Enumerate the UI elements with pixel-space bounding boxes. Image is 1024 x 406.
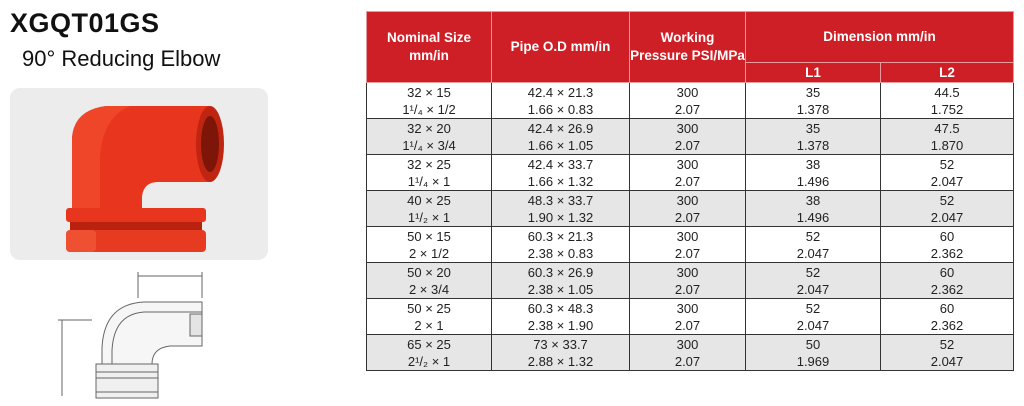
cell-l1: 1.378 — [746, 101, 881, 119]
table-row — [367, 317, 1014, 335]
table-row — [367, 209, 1014, 227]
header-dimension: Dimension mm/in — [746, 12, 1014, 63]
cell-pipe-od: 2.88 × 1.32 — [492, 353, 630, 371]
cell-l2: 1.752 — [881, 101, 1014, 119]
table-row — [367, 101, 1014, 119]
table-row — [367, 353, 1014, 371]
cell-pipe-od: 60.3 × 48.3 — [492, 299, 630, 318]
cell-pipe-od: 1.90 × 1.32 — [492, 209, 630, 227]
cell-l2: 60 — [881, 263, 1014, 282]
table-row — [367, 119, 1014, 138]
cell-l2: 2.362 — [881, 245, 1014, 263]
cell-nominal-size: 2 × 3/4 — [367, 281, 492, 299]
table-row — [367, 173, 1014, 191]
cell-pressure: 2.07 — [630, 209, 746, 227]
cell-pipe-od: 2.38 × 0.83 — [492, 245, 630, 263]
cell-pipe-od: 1.66 × 1.32 — [492, 173, 630, 191]
cell-l1: 52 — [746, 299, 881, 318]
cell-nominal-size: 50 × 20 — [367, 263, 492, 282]
cell-l2: 2.047 — [881, 173, 1014, 191]
cell-nominal-size: 32 × 25 — [367, 155, 492, 174]
cell-pressure: 300 — [630, 335, 746, 354]
cell-pressure: 300 — [630, 83, 746, 102]
cell-l2: 47.5 — [881, 119, 1014, 138]
cell-pipe-od: 60.3 × 21.3 — [492, 227, 630, 246]
cell-l2: 52 — [881, 155, 1014, 174]
table-row — [367, 281, 1014, 299]
cell-pipe-od: 48.3 × 33.7 — [492, 191, 630, 210]
cell-l1: 52 — [746, 227, 881, 246]
product-name: 90° Reducing Elbow — [22, 46, 221, 71]
table-row — [367, 335, 1014, 354]
cell-pressure: 2.07 — [630, 317, 746, 335]
cell-pressure: 300 — [630, 227, 746, 246]
cell-pipe-od: 1.66 × 1.05 — [492, 137, 630, 155]
cell-l2: 44.5 — [881, 83, 1014, 102]
cell-l2: 1.870 — [881, 137, 1014, 155]
cell-nominal-size: 50 × 15 — [367, 227, 492, 246]
cell-pressure: 300 — [630, 119, 746, 138]
table-row — [367, 245, 1014, 263]
cell-nominal-size: 2 × 1 — [367, 317, 492, 335]
cell-l1: 1.496 — [746, 173, 881, 191]
cell-nominal-size: 1¹/₄ × 1/2 — [367, 101, 492, 119]
cell-pipe-od: 42.4 × 33.7 — [492, 155, 630, 174]
table-row — [367, 263, 1014, 282]
table-row — [367, 299, 1014, 318]
cell-l1: 50 — [746, 335, 881, 354]
cell-l2: 60 — [881, 299, 1014, 318]
cell-pressure: 2.07 — [630, 137, 746, 155]
cell-l1: 2.047 — [746, 281, 881, 299]
cell-l1: 38 — [746, 191, 881, 210]
elbow-photo-icon — [10, 88, 268, 260]
cell-l1: 35 — [746, 119, 881, 138]
cell-pipe-od: 42.4 × 26.9 — [492, 119, 630, 138]
cell-pressure: 300 — [630, 155, 746, 174]
cell-l2: 52 — [881, 335, 1014, 354]
header-working-pressure: Working Pressure PSI/MPa — [630, 12, 746, 83]
cell-nominal-size: 32 × 20 — [367, 119, 492, 138]
table-row — [367, 155, 1014, 174]
cell-l2: 2.362 — [881, 317, 1014, 335]
cell-l1: 1.378 — [746, 137, 881, 155]
cell-l1: 2.047 — [746, 245, 881, 263]
dimension-drawing — [52, 268, 212, 402]
cell-l2: 52 — [881, 191, 1014, 210]
cell-pipe-od: 1.66 × 0.83 — [492, 101, 630, 119]
cell-l1: 1.969 — [746, 353, 881, 371]
cell-pressure: 300 — [630, 263, 746, 282]
cell-l2: 2.047 — [881, 209, 1014, 227]
cell-pressure: 300 — [630, 299, 746, 318]
table-row — [367, 137, 1014, 155]
cell-l2: 2.047 — [881, 353, 1014, 371]
cell-pipe-od: 2.38 × 1.05 — [492, 281, 630, 299]
cell-l2: 60 — [881, 227, 1014, 246]
product-photo — [10, 88, 268, 260]
cell-pipe-od: 73 × 33.7 — [492, 335, 630, 354]
cell-l1: 52 — [746, 263, 881, 282]
table-row — [367, 83, 1014, 102]
cell-pressure: 300 — [630, 191, 746, 210]
table-row — [367, 227, 1014, 246]
cell-l1: 2.047 — [746, 317, 881, 335]
cell-nominal-size: 2¹/₂ × 1 — [367, 353, 492, 371]
cell-nominal-size: 50 × 25 — [367, 299, 492, 318]
header-l2: L2 — [881, 63, 1014, 83]
table-row — [367, 191, 1014, 210]
cell-pressure: 2.07 — [630, 281, 746, 299]
cell-nominal-size: 65 × 25 — [367, 335, 492, 354]
cell-nominal-size: 40 × 25 — [367, 191, 492, 210]
cell-pressure: 2.07 — [630, 173, 746, 191]
cell-pipe-od: 60.3 × 26.9 — [492, 263, 630, 282]
cell-pressure: 2.07 — [630, 353, 746, 371]
spec-table — [366, 11, 1014, 371]
product-code: XGQT01GS — [10, 8, 160, 38]
cell-nominal-size: 32 × 15 — [367, 83, 492, 102]
header-l1: L1 — [746, 63, 881, 83]
header-pipe-od: Pipe O.D mm/in — [492, 12, 630, 83]
cell-l1: 1.496 — [746, 209, 881, 227]
cell-pressure: 2.07 — [630, 245, 746, 263]
cell-nominal-size: 1¹/₄ × 3/4 — [367, 137, 492, 155]
cell-pressure: 2.07 — [630, 101, 746, 119]
cell-pipe-od: 42.4 × 21.3 — [492, 83, 630, 102]
cell-l1: 35 — [746, 83, 881, 102]
cell-l2: 2.362 — [881, 281, 1014, 299]
cell-nominal-size: 2 × 1/2 — [367, 245, 492, 263]
elbow-drawing-icon — [52, 268, 212, 402]
header-nominal-size: Nominal Size mm/in — [367, 12, 492, 83]
cell-nominal-size: 1¹/₂ × 1 — [367, 209, 492, 227]
cell-pipe-od: 2.38 × 1.90 — [492, 317, 630, 335]
cell-nominal-size: 1¹/₄ × 1 — [367, 173, 492, 191]
cell-l1: 38 — [746, 155, 881, 174]
